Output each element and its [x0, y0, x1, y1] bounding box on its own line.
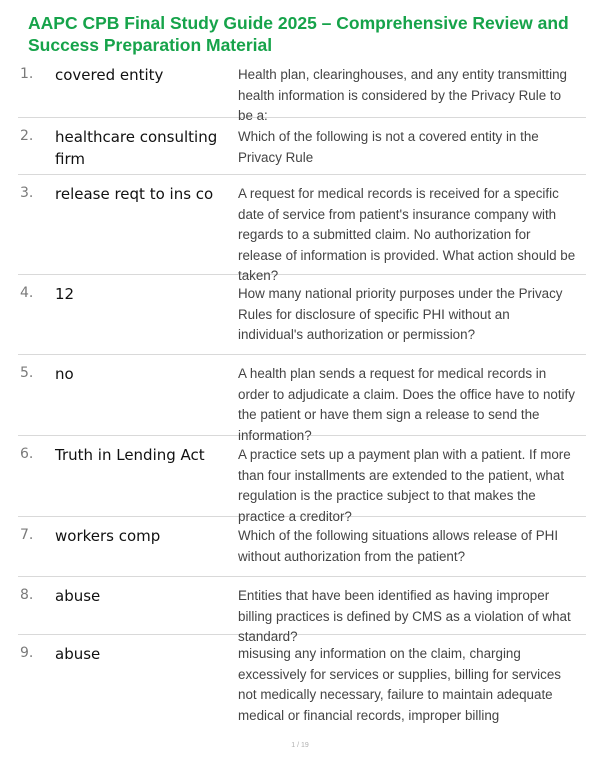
flashcard — [18, 118, 586, 175]
flashcard — [18, 56, 586, 124]
card-term: covered entity — [55, 66, 164, 84]
card-definition: misusing any information on the claim, charging excessively for services or supplies, billing for services not medically necessary, failure to maintain adequate medical or financial records, improper billing — [238, 646, 561, 723]
flashcard — [18, 436, 586, 524]
flashcard — [18, 635, 586, 723]
card-definition: Entities that have been identified as having improper billing practices is defined by CMS as a violation of what standard? — [238, 588, 571, 645]
card-term: 12 — [55, 285, 75, 303]
card-number: 5. — [20, 365, 34, 381]
page-indicator: 1 / 19 — [291, 742, 309, 749]
flashcard — [18, 355, 586, 443]
card-number: 7. — [20, 527, 34, 543]
page-title: AAPC CPB Final Study Guide 2025 – Comprehensive Review and Success Preparation Material — [28, 13, 569, 55]
flashcard — [18, 577, 586, 645]
card-number: 8. — [20, 587, 34, 603]
card-term: no — [55, 365, 74, 383]
card-number: 4. — [20, 285, 34, 301]
flashcard — [18, 175, 586, 284]
card-definition: A health plan sends a request for medical records in order to adjudicate a claim. Does the office have to notify the patient or have them sign a release to send the information? — [238, 366, 575, 443]
card-term: workers comp — [55, 527, 161, 545]
card-definition: A request for medical records is received for a specific date of service from patient's insurance company with regards to a submitted claim. No authorization for release of information is provided. What action should be taken? — [238, 186, 576, 284]
card-number: 2. — [20, 128, 34, 144]
card-term: Truth in Lending Act — [55, 446, 205, 464]
card-term: healthcare consulting firm — [55, 128, 218, 168]
card-definition: How many national priority purposes under the Privacy Rules for disclosure of specific PHI without an individual's authorization or permission? — [238, 286, 563, 343]
card-number: 3. — [20, 185, 34, 201]
card-definition: A practice sets up a payment plan with a patient. If more than four installments are extended to the patient, what regulation is the practice subject to that makes the practice a creditor? — [238, 447, 571, 524]
flashcard-list — [18, 56, 586, 723]
flashcard — [18, 517, 586, 577]
card-term: abuse — [55, 587, 101, 605]
card-definition: Health plan, clearinghouses, and any entity transmitting health information is considered by the Privacy Rule to be a: — [238, 67, 568, 124]
card-number: 1. — [20, 66, 34, 82]
card-term: release reqt to ins co — [55, 185, 214, 203]
card-number: 9. — [20, 645, 34, 661]
card-number: 6. — [20, 446, 34, 462]
card-definition: Which of the following is not a covered entity in the Privacy Rule — [238, 129, 539, 165]
flashcard — [18, 275, 586, 355]
card-term: abuse — [55, 645, 101, 663]
card-definition: Which of the following situations allows release of PHI without authorization from the patient? — [238, 528, 559, 564]
